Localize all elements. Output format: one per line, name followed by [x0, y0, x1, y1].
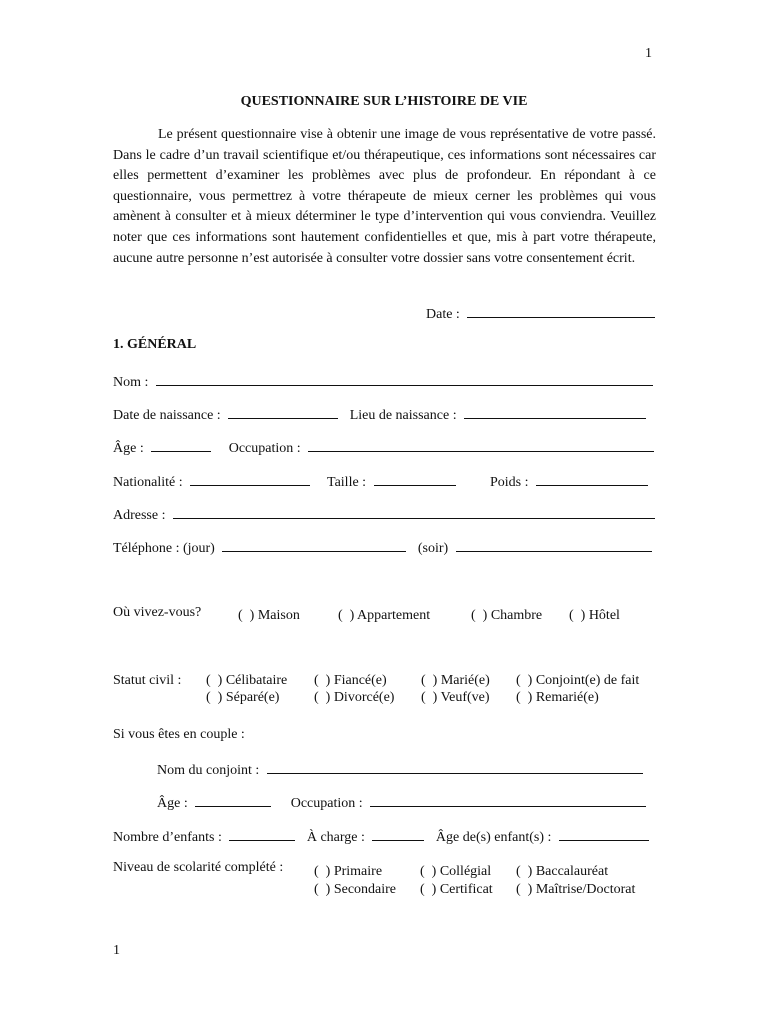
- birth-date-label: Date de naissance :: [113, 408, 221, 423]
- phone-evening-label: (soir): [417, 541, 449, 556]
- address-input-line[interactable]: [173, 505, 655, 519]
- children-dependent-input-line[interactable]: [372, 827, 424, 841]
- weight-group: [490, 472, 648, 491]
- address-row: [113, 505, 655, 524]
- couple-heading: Si vous êtes en couple :: [113, 727, 245, 742]
- age-occupation-row: [113, 438, 654, 457]
- civil-option-widowed[interactable]: ( ) Veuf(ve): [421, 690, 490, 705]
- civil-option-common-law[interactable]: ( ) Conjoint(e) de fait: [516, 673, 640, 688]
- civil-option-remarried[interactable]: ( ) Remarié(e): [516, 690, 599, 705]
- residence-option-house[interactable]: ( ) Maison: [238, 608, 300, 623]
- name-input-line[interactable]: [156, 372, 653, 386]
- name-label: Nom :: [113, 375, 149, 390]
- age-label: Âge :: [113, 441, 144, 456]
- age-input-line[interactable]: [151, 438, 211, 452]
- spouse-age-label: Âge :: [157, 796, 188, 811]
- spouse-age-row: [157, 793, 646, 812]
- children-ages-label: Âge de(s) enfant(s) :: [435, 830, 552, 845]
- civil-option-single[interactable]: ( ) Célibataire: [206, 673, 288, 688]
- residence-option-apartment[interactable]: ( ) Appartement: [338, 608, 431, 623]
- nationality-input-line[interactable]: [190, 472, 310, 486]
- residence-question: Où vivez-vous?: [113, 605, 202, 620]
- education-option-bachelor[interactable]: ( ) Baccalauréat: [516, 864, 609, 879]
- phone-evening-input-line[interactable]: [456, 538, 652, 552]
- education-option-graduate[interactable]: ( ) Maîtrise/Doctorat: [516, 882, 636, 897]
- education-option-primary[interactable]: ( ) Primaire: [314, 864, 383, 879]
- spouse-name-row: [157, 760, 643, 779]
- intro-paragraph: [113, 125, 656, 269]
- civil-option-divorced[interactable]: ( ) Divorcé(e): [314, 690, 395, 705]
- spouse-age-input-line[interactable]: [195, 793, 271, 807]
- birth-place-input-line[interactable]: [464, 405, 646, 419]
- phone-day-input-line[interactable]: [222, 538, 406, 552]
- children-ages-input-line[interactable]: [559, 827, 649, 841]
- residence-option-room[interactable]: ( ) Chambre: [471, 608, 543, 623]
- spouse-occupation-label: Occupation :: [290, 796, 363, 811]
- phone-day-label: Téléphone : (jour): [113, 541, 215, 556]
- residence-option-hotel[interactable]: ( ) Hôtel: [569, 608, 620, 623]
- phone-row: [113, 538, 652, 557]
- civil-option-engaged[interactable]: ( ) Fiancé(e): [314, 673, 387, 688]
- nationality-label: Nationalité :: [113, 475, 183, 490]
- birth-date-input-line[interactable]: [228, 405, 338, 419]
- date-label: Date :: [426, 307, 460, 322]
- intro-text: Le présent questionnaire vise à obtenir une image de vous représentative de votre passé. Dans le cadre d’un travail scientifique et/ou thérapeutique, ces informations sont nécessaires car elles permettent d’examiner les problèmes avec plus de profondeur. En répondant à ce questionnaire, vous permettrez à votre thérapeute de mieux cerner les problèmes qui vous amènent à consulter et à mieux déterminer le type d’intervention qui vous conviendra. Veuillez noter que ces informations sont hautement confidentielles et que, mis à part votre thérapeute, aucune autre personne n’est autorisée à consulter votre dossier sans votre consentement écrit.: [113, 127, 656, 266]
- height-group: [327, 472, 456, 491]
- address-label: Adresse :: [113, 508, 166, 523]
- weight-label: Poids :: [490, 475, 529, 490]
- education-option-secondary[interactable]: ( ) Secondaire: [314, 882, 397, 897]
- page-number-top: 1: [645, 46, 652, 61]
- name-row: [113, 372, 653, 391]
- civil-option-married[interactable]: ( ) Marié(e): [421, 673, 490, 688]
- date-row: [426, 304, 655, 323]
- occupation-input-line[interactable]: [308, 438, 654, 452]
- page-number-bottom: 1: [113, 943, 120, 958]
- height-input-line[interactable]: [374, 472, 456, 486]
- height-label: Taille :: [327, 475, 367, 490]
- children-row: [113, 827, 649, 846]
- civil-status-label: Statut civil :: [113, 673, 182, 688]
- birth-row: [113, 405, 646, 424]
- birth-place-label: Lieu de naissance :: [349, 408, 457, 423]
- civil-option-separated[interactable]: ( ) Séparé(e): [206, 690, 280, 705]
- children-count-input-line[interactable]: [229, 827, 295, 841]
- children-count-label: Nombre d’enfants :: [113, 830, 222, 845]
- spouse-name-label: Nom du conjoint :: [157, 763, 260, 778]
- section-general-title: 1. GÉNÉRAL: [113, 337, 197, 352]
- nationality-row: [113, 472, 310, 491]
- education-label: Niveau de scolarité complété :: [113, 860, 284, 875]
- document-title: QUESTIONNAIRE SUR L’HISTOIRE DE VIE: [240, 94, 528, 109]
- spouse-occupation-input-line[interactable]: [370, 793, 646, 807]
- occupation-label: Occupation :: [228, 441, 301, 456]
- children-dependent-label: À charge :: [306, 830, 365, 845]
- date-input-line[interactable]: [467, 304, 655, 318]
- spouse-name-input-line[interactable]: [267, 760, 643, 774]
- education-option-college[interactable]: ( ) Collégial: [420, 864, 492, 879]
- weight-input-line[interactable]: [536, 472, 648, 486]
- education-option-certificate[interactable]: ( ) Certificat: [420, 882, 493, 897]
